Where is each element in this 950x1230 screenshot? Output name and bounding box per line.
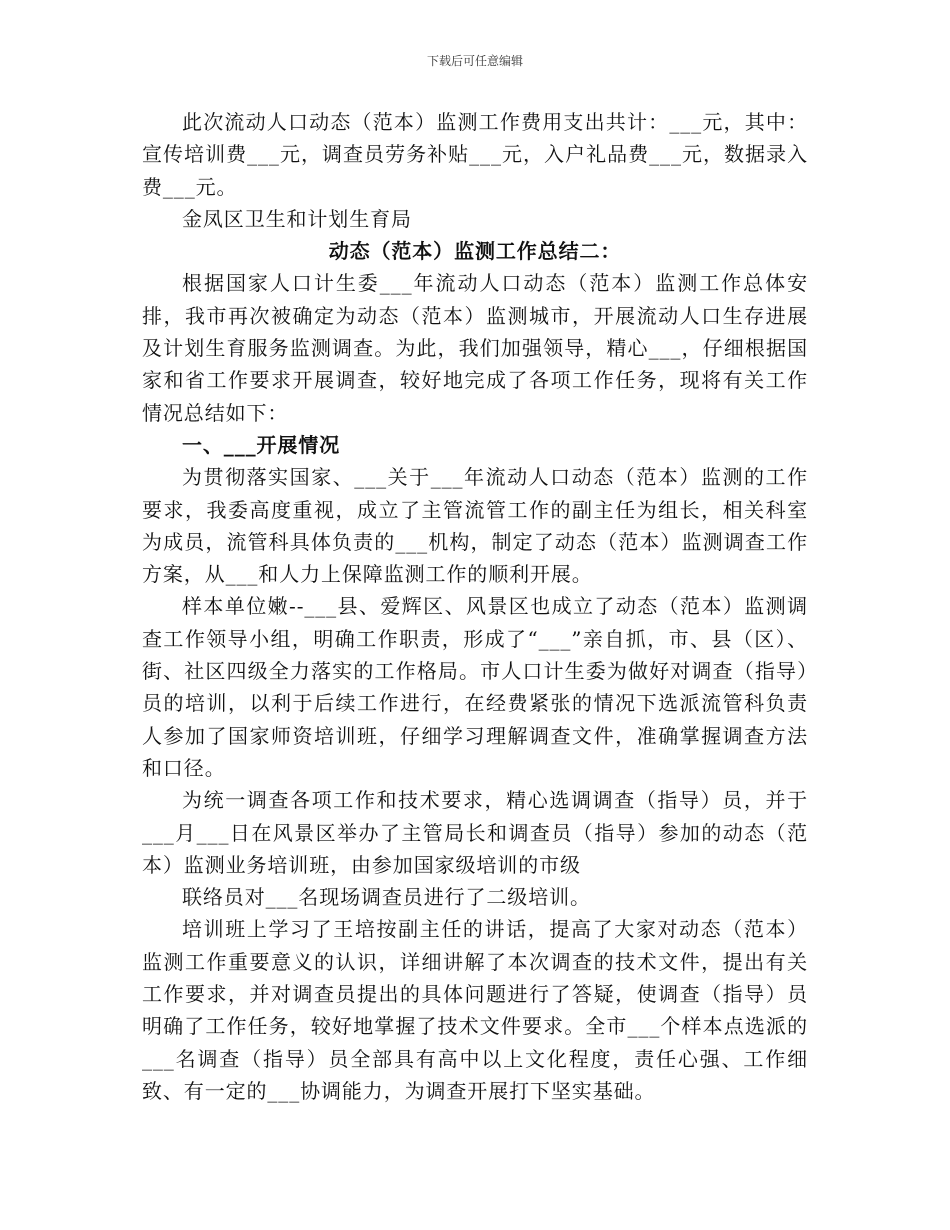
section-title: 动态（范本）监测工作总结二： xyxy=(328,239,622,264)
page-header: 下载后可任意编辑 xyxy=(426,54,523,68)
section-heading-1: 一、___开展情况 xyxy=(182,432,341,457)
paragraph-intro: 根据国家人口计生委___年流动人口动态（范本）监测工作总体安排，我市再次被确定为动态（范本）监测城市，开展流动人口生存进展及计划生育服务监测调查。为此，我们加强领导，精心___，仔细根据国家和省工作要求开展调查，较好地完成了各项工作任务，现将有关工作情况总结如下： xyxy=(142,271,808,425)
document-body xyxy=(142,106,808,1107)
organization-name: 金凤区卫生和计划生育局 xyxy=(182,206,412,231)
paragraph-training: 为统一调查各项工作和技术要求，精心选调调查（指导）员，并于___月___日在风景区举办了主管局长和调查员（指导）参加的动态（范本）监测业务培训班，由参加国家级培训的市级 xyxy=(142,788,808,877)
paragraph-sample-units: 样本单位嫩--___县、爱辉区、风景区也成立了动态（范本）监测调查工作领导小组，明确工作职责，形成了“___”亲自抓，市、县（区）、街、社区四级全力落实的工作格局。市人口计生委为做好对调查（指导）员的培训，以利于后续工作进行，在经费紧张的情况下选派流管科负责人参加了国家师资培训班，仔细学习理解调查文件，准确掌握调查方法和口径。 xyxy=(142,594,808,780)
paragraph-expenses: 此次流动人口动态（范本）监测工作费用支出共计：___元，其中：宣传培训费___元，调查员劳务补贴___元，入户礼品费___元，数据录入费___元。 xyxy=(142,110,808,199)
paragraph-training-results: 培训班上学习了王培按副主任的讲话，提高了大家对动态（范本）监测工作重要意义的认识，详细讲解了本次调查的技术文件，提出有关工作要求，并对调查员提出的具体问题进行了答疑，使调查（指导）员明确了工作任务，较好地掌握了技术文件要求。全市___个样本点选派的___名调查（指导）员全部具有高中以上文化程度，责任心强、工作细致、有一定的___协调能力，为调查开展打下坚实基础。 xyxy=(142,917,808,1103)
paragraph-liaison: 联络员对___名现场调查员进行了二级培训。 xyxy=(182,885,591,910)
paragraph-organization: 为贯彻落实国家、___关于___年流动人口动态（范本）监测的工作要求，我委高度重视，成立了主管流管工作的副主任为组长，相关科室为成员，流管科具体负责的___机构，制定了动态（范本）监测调查工作方案，从___和人力上保障监测工作的顺利开展。 xyxy=(142,465,808,587)
